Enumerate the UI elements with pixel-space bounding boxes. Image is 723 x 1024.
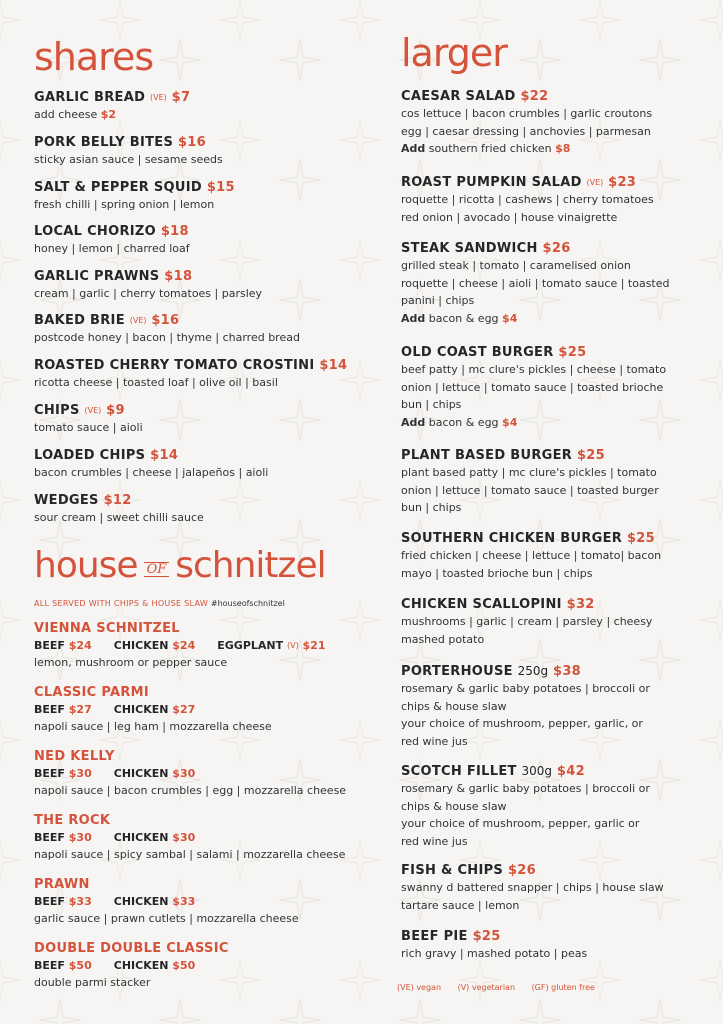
item-desc-line: onion | lettuce | tomato sauce | toasted brioche	[401, 380, 664, 394]
item-desc-line: cos lettuce | bacon crumbles | garlic croutons	[401, 107, 653, 120]
menu-item-loaded-chips	[34, 448, 364, 482]
item-desc: postcode honey | bacon | thyme | charred bread	[34, 331, 300, 344]
item-name: CHIPS	[34, 403, 80, 418]
item-desc: honey | lemon | charred loaf	[34, 242, 190, 255]
item-desc: lemon, mushroom or pepper sauce	[34, 656, 228, 669]
addon-price: $4	[502, 311, 518, 325]
item-desc-line: panini | chips	[401, 294, 475, 307]
protein-label: BEEF	[34, 959, 65, 972]
protein-options	[34, 893, 364, 910]
protein-label: BEEF	[34, 703, 65, 716]
item-desc-line: roquette | ricotta | cashews | cherry tomatoes	[401, 193, 654, 206]
item-price: $7	[171, 90, 191, 105]
item-name: BAKED BRIE	[34, 313, 125, 328]
item-name: SALT & PEPPER SQUID	[34, 180, 202, 195]
protein-label: CHICKEN	[113, 639, 169, 652]
schnitzel-item-vienna	[34, 621, 364, 672]
vegan-tag: (VE)	[150, 93, 167, 102]
item-price: $16	[177, 135, 206, 150]
protein-price: $33	[68, 895, 92, 908]
menu-item-old-coast-burger	[401, 345, 701, 431]
protein-label: BEEF	[34, 895, 65, 908]
item-desc-line: egg | caesar dressing | anchovies | parmesan	[401, 124, 651, 138]
item-desc-line: tartare sauce | lemon	[401, 898, 520, 912]
item-name: NED KELLY	[34, 749, 115, 764]
item-price: $25	[626, 531, 655, 546]
legend-gluten-free: (GF) gluten free	[531, 983, 595, 992]
menu-item-garlic-bread	[34, 90, 364, 124]
item-name: THE ROCK	[34, 813, 111, 828]
menu-item-pork-belly-bites	[34, 135, 364, 169]
item-price: $38	[552, 664, 582, 679]
hashtag: #houseofschnitzel	[210, 599, 285, 608]
item-name: SCOTCH FILLET	[401, 764, 517, 779]
protein-price: $27	[172, 703, 196, 716]
item-name: LOCAL CHORIZO	[34, 224, 156, 239]
item-desc-line: mushrooms | garlic | cream | parsley | cheesy	[401, 615, 653, 628]
item-desc-line: chips & house slaw	[401, 699, 507, 713]
addon-label: Add	[401, 311, 426, 325]
addon-price: $4	[502, 415, 518, 429]
addon	[401, 311, 701, 327]
vegan-tag: (VE)	[129, 316, 147, 325]
protein-label: CHICKEN	[113, 959, 169, 972]
item-desc: double parmi stacker	[34, 976, 151, 989]
item-price: $18	[160, 224, 189, 239]
protein-label: BEEF	[34, 639, 65, 652]
schnitzel-title-of: OF	[144, 562, 170, 577]
item-name: LOADED CHIPS	[34, 448, 146, 463]
item-name: CLASSIC PARMI	[34, 685, 150, 700]
menu-item-porterhouse	[401, 663, 701, 750]
dietary-legend	[397, 983, 609, 992]
item-price: $25	[558, 345, 587, 360]
protein-options	[34, 765, 364, 782]
item-desc-line: rosemary & garlic baby potatoes | broccoli or	[401, 782, 650, 795]
protein-options	[34, 637, 364, 654]
protein-label: BEEF	[34, 767, 65, 780]
item-price: $14	[319, 358, 348, 373]
item-name: SOUTHERN CHICKEN BURGER	[401, 531, 623, 546]
item-name: WEDGES	[34, 493, 99, 508]
item-desc-line: rich gravy | mashed potato | peas	[401, 947, 588, 960]
addon-text: southern fried chicken	[428, 142, 552, 155]
schnitzel-subtitle-text: ALL SERVED WITH CHIPS & HOUSE SLAW	[34, 599, 209, 608]
protein-label: CHICKEN	[113, 895, 169, 908]
addon	[401, 141, 701, 157]
menu-item-roasted-cherry-tomato-crostini	[34, 358, 364, 392]
menu-item-wedges	[34, 493, 364, 527]
menu-item-chicken-scallopini	[401, 597, 701, 648]
protein-price: $30	[172, 831, 196, 844]
item-desc-line: plant based patty | mc clure's pickles | tomato	[401, 466, 657, 479]
addon-text: bacon & egg	[428, 311, 499, 325]
item-name: FISH & CHIPS	[401, 863, 504, 878]
protein-label: BEEF	[34, 831, 65, 844]
addon	[401, 415, 701, 431]
item-desc-line: swanny d battered snapper | chips | house slaw	[401, 881, 664, 894]
item-price: $32	[566, 597, 595, 612]
item-desc: garlic sauce | prawn cutlets | mozzarella cheese	[34, 912, 299, 925]
menu-item-garlic-prawns	[34, 269, 364, 303]
schnitzel-title-a: house	[34, 545, 138, 586]
menu-item-baked-brie	[34, 313, 364, 347]
item-desc-line: mayo | toasted brioche bun | chips	[401, 566, 593, 580]
item-price: $15	[206, 180, 235, 195]
item-desc-line: red wine jus	[401, 834, 468, 848]
protein-price: $33	[172, 895, 196, 908]
item-price: $25	[576, 448, 605, 463]
item-desc: fresh chilli | spring onion | lemon	[34, 198, 215, 211]
item-name: GARLIC PRAWNS	[34, 269, 160, 284]
protein-options	[34, 829, 364, 846]
item-desc: cream | garlic | cherry tomatoes | parsley	[34, 287, 263, 300]
item-price: $42	[556, 764, 585, 779]
protein-options	[34, 701, 364, 718]
item-desc: napoli sauce | spicy sambal | salami | mozzarella cheese	[34, 848, 346, 861]
item-price: $9	[106, 403, 125, 418]
item-desc-line: your choice of mushroom, pepper, garlic or	[401, 817, 640, 830]
item-name: CHICKEN SCALLOPINI	[401, 597, 562, 612]
schnitzel-item-classic-parmi	[34, 685, 364, 736]
menu-item-chips	[34, 403, 364, 437]
item-name: STEAK SANDWICH	[401, 241, 538, 256]
item-desc-line: rosemary & garlic baby potatoes | broccoli or	[401, 682, 650, 695]
legend-vegan: (VE) vegan	[397, 983, 442, 992]
larger-title: larger	[401, 31, 507, 75]
shares-title: shares	[34, 35, 154, 79]
addon-price: $8	[555, 142, 571, 155]
protein-price: $30	[68, 831, 92, 844]
item-desc-line: beef patty | mc clure's pickles | cheese | tomato	[401, 363, 667, 376]
item-desc-line: bun | chips	[401, 501, 462, 514]
menu-item-steak-sandwich	[401, 241, 701, 327]
item-price: $14	[150, 448, 179, 463]
item-name: GARLIC BREAD	[34, 90, 146, 105]
menu-item-local-chorizo	[34, 224, 364, 258]
protein-price: $21	[302, 639, 326, 652]
item-desc: add cheese	[34, 108, 98, 121]
item-desc: sour cream | sweet chilli sauce	[34, 511, 204, 524]
protein-price: $50	[172, 959, 196, 972]
item-price: $26	[542, 241, 571, 256]
addon-label: Add	[401, 415, 426, 429]
menu-item-plant-based-burger	[401, 448, 701, 517]
schnitzel-item-ned-kelly	[34, 749, 364, 800]
item-desc: napoli sauce | bacon crumbles | egg | mozzarella cheese	[34, 784, 347, 797]
item-price: $26	[507, 863, 536, 878]
vegetarian-tag: (V)	[286, 641, 299, 650]
menu-item-salt-pepper-squid	[34, 180, 364, 214]
item-weight: 250g	[517, 664, 549, 678]
vegan-tag: (VE)	[586, 178, 604, 187]
item-desc-line: roquette | cheese | aioli | tomato sauce | toasted	[401, 276, 670, 290]
item-desc-line: mashed potato	[401, 632, 485, 646]
item-desc-line: grilled steak | tomato | caramelised onion	[401, 259, 631, 272]
protein-price: $24	[68, 639, 92, 652]
item-price: $23	[608, 175, 637, 190]
item-price: $25	[472, 929, 501, 944]
protein-label: CHICKEN	[113, 767, 169, 780]
item-desc: tomato sauce | aioli	[34, 421, 143, 434]
protein-price: $30	[68, 767, 92, 780]
item-price: $22	[520, 89, 549, 104]
menu-item-caesar-salad	[401, 89, 701, 157]
item-desc-line: red onion | avocado | house vinaigrette	[401, 210, 618, 224]
item-name: ROAST PUMPKIN SALAD	[401, 175, 582, 190]
protein-label: CHICKEN	[113, 831, 169, 844]
menu-item-roast-pumpkin-salad	[401, 175, 701, 226]
schnitzel-title	[34, 545, 326, 586]
item-price: $18	[164, 269, 193, 284]
addon-text: bacon & egg	[428, 415, 499, 429]
item-name: CAESAR SALAD	[401, 89, 516, 104]
item-name: ROASTED CHERRY TOMATO CROSTINI	[34, 358, 315, 373]
item-name: PORTERHOUSE	[401, 664, 513, 679]
item-weight: 300g	[521, 764, 553, 778]
item-desc-line: red wine jus	[401, 734, 468, 748]
menu-item-scotch-fillet	[401, 763, 701, 850]
legend-vegetarian: (V) vegetarian	[457, 983, 516, 992]
schnitzel-item-double-double-classic	[34, 941, 364, 992]
schnitzel-subtitle	[34, 599, 285, 608]
item-name: DOUBLE DOUBLE CLASSIC	[34, 941, 229, 956]
protein-options	[34, 957, 364, 974]
item-name: PLANT BASED BURGER	[401, 448, 573, 463]
schnitzel-title-b: schnitzel	[175, 545, 326, 586]
addon-label: Add	[401, 142, 426, 155]
item-desc: bacon crumbles | cheese | jalapeños | aioli	[34, 466, 269, 479]
item-desc-line: fried chicken | cheese | lettuce | tomato| bacon	[401, 549, 662, 562]
protein-price: $30	[172, 767, 196, 780]
item-price: $16	[151, 313, 180, 328]
protein-label: CHICKEN	[113, 703, 169, 716]
menu-item-southern-chicken-burger	[401, 531, 701, 582]
item-desc-line: your choice of mushroom, pepper, garlic, or	[401, 717, 643, 730]
item-name: OLD COAST BURGER	[401, 345, 554, 360]
item-desc: sticky asian sauce | sesame seeds	[34, 153, 223, 166]
protein-price: $27	[68, 703, 92, 716]
item-desc: ricotta cheese | toasted loaf | olive oil | basil	[34, 376, 278, 389]
item-name: BEEF PIE	[401, 929, 468, 944]
item-desc-line: chips & house slaw	[401, 799, 507, 813]
vegan-tag: (VE)	[84, 406, 102, 415]
menu-item-beef-pie	[401, 929, 701, 963]
item-price: $12	[103, 493, 132, 508]
item-desc-line: bun | chips	[401, 398, 462, 411]
menu-item-fish-and-chips	[401, 863, 701, 914]
addon-price: $2	[100, 108, 117, 121]
schnitzel-item-the-rock	[34, 813, 364, 864]
item-name: PORK BELLY BITES	[34, 135, 174, 150]
schnitzel-item-prawn	[34, 877, 364, 928]
protein-label: EGGPLANT	[217, 639, 284, 652]
item-name: PRAWN	[34, 877, 90, 892]
item-name: VIENNA SCHNITZEL	[34, 621, 180, 636]
protein-price: $50	[68, 959, 92, 972]
item-desc: napoli sauce | leg ham | mozzarella cheese	[34, 720, 272, 733]
item-desc-line: onion | lettuce | tomato sauce | toasted burger	[401, 483, 659, 497]
protein-price: $24	[172, 639, 196, 652]
